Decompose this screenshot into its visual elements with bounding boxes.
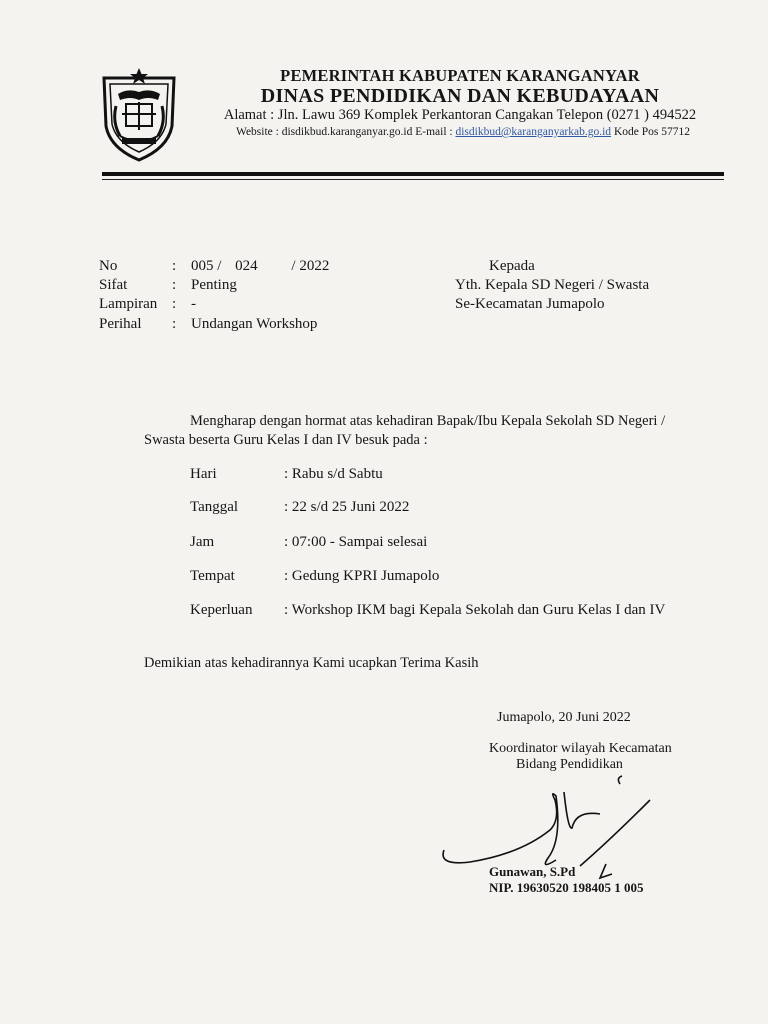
perihal-value: Undangan Workshop bbox=[191, 316, 318, 332]
no-value bbox=[191, 258, 329, 275]
detail-label: Tempat bbox=[190, 568, 235, 584]
detail-label: Keperluan bbox=[190, 602, 253, 618]
colon: : bbox=[172, 296, 177, 312]
recipient-kepada: Kepada bbox=[489, 258, 535, 274]
intro-line-2: Swasta beserta Guru Kelas I dan IV besuk pada : bbox=[144, 432, 428, 448]
lampiran-label: Lampiran bbox=[99, 296, 158, 312]
postcode-text: Kode Pos 57712 bbox=[611, 126, 690, 138]
recipient-area: Se-Kecamatan Jumapolo bbox=[455, 296, 605, 312]
letterhead-divider-thick bbox=[102, 172, 724, 176]
closing-text: Demikian atas kehadirannya Kami ucapkan Terima Kasih bbox=[144, 655, 479, 671]
sifat-value: Penting bbox=[191, 277, 237, 293]
detail-value: : 22 s/d 25 Juni 2022 bbox=[284, 499, 410, 515]
signer-nip: NIP. 19630520 198405 1 005 bbox=[489, 880, 644, 895]
letterhead-divider-thin bbox=[102, 179, 724, 180]
detail-value: : Rabu s/d Sabtu bbox=[284, 466, 383, 482]
no-part-1: 005 / bbox=[191, 258, 222, 274]
detail-value: : 07:00 - Sampai selesai bbox=[284, 534, 428, 550]
detail-value: : Workshop IKM bagi Kepala Sekolah dan Guru Kelas I dan IV bbox=[284, 602, 666, 618]
colon: : bbox=[172, 277, 177, 293]
place-date: Jumapolo, 20 Juni 2022 bbox=[497, 710, 631, 725]
colon: : bbox=[172, 316, 177, 332]
no-part-3: / 2022 bbox=[291, 258, 330, 274]
detail-label: Hari bbox=[190, 466, 217, 482]
letterhead-dept: DINAS PENDIDIKAN DAN KEBUDAYAAN bbox=[260, 85, 660, 107]
detail-label: Jam bbox=[190, 534, 215, 550]
no-part-2: 024 bbox=[235, 258, 258, 274]
letterhead-org: PEMERINTAH KABUPATEN KARANGANYAR bbox=[280, 66, 640, 85]
sifat-label: Sifat bbox=[99, 277, 128, 293]
lampiran-value: - bbox=[191, 296, 196, 312]
letterhead-contact bbox=[198, 126, 728, 138]
signer-title-1: Koordinator wilayah Kecamatan bbox=[489, 741, 672, 756]
no-label: No bbox=[99, 258, 118, 274]
signer-title-2: Bidang Pendidikan bbox=[516, 757, 623, 772]
perihal-label: Perihal bbox=[99, 316, 142, 332]
email-link[interactable]: disdikbud@karanganyarkab.go.id bbox=[455, 126, 612, 138]
letterhead-address: Alamat : Jln. Lawu 369 Komplek Perkantoran Cangakan Telepon (0271 ) 494522 bbox=[223, 107, 697, 123]
intro-line-1: Mengharap dengan hormat atas kehadiran Bapak/Ibu Kepala Sekolah SD Negeri / bbox=[190, 413, 666, 429]
detail-value: : Gedung KPRI Jumapolo bbox=[284, 568, 440, 584]
signer-name: Gunawan, S.Pd bbox=[489, 864, 576, 879]
detail-label: Tanggal bbox=[190, 499, 239, 515]
colon: : bbox=[172, 258, 177, 274]
regency-emblem-logo bbox=[98, 66, 180, 164]
website-text: Website : disdikbud.karanganyar.go.id E-mail : bbox=[236, 126, 456, 138]
recipient-title: Yth. Kepala SD Negeri / Swasta bbox=[455, 277, 650, 293]
